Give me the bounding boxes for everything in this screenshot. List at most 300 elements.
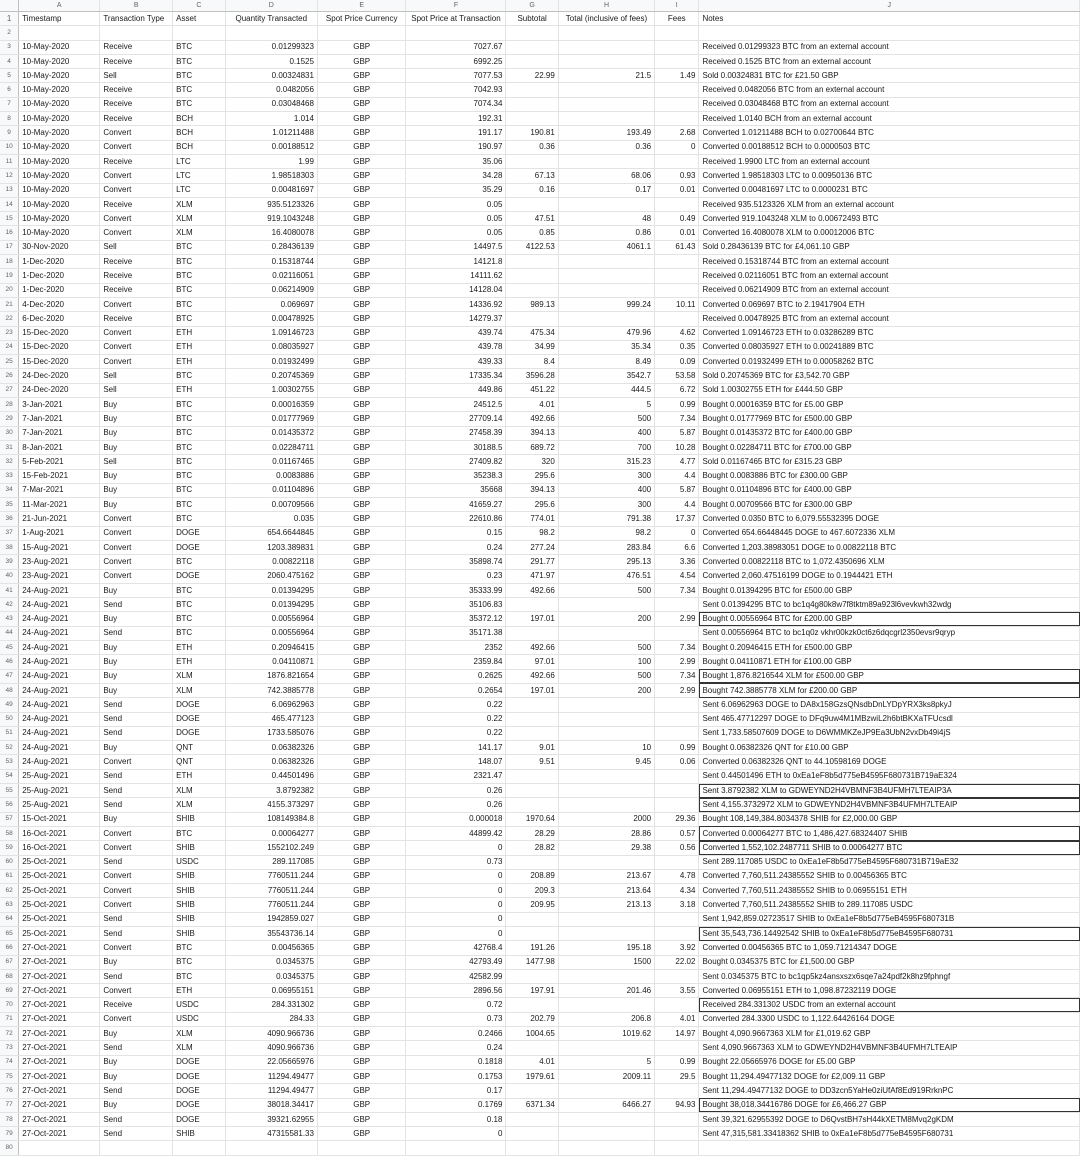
timestamp-cell[interactable]: 24-Dec-2020 [19, 369, 100, 383]
header-cell[interactable]: Transaction Type [100, 12, 173, 26]
currency-cell[interactable]: GBP [317, 83, 406, 97]
quantity-cell[interactable]: 7760511.244 [225, 869, 317, 883]
transaction-type-cell[interactable]: Convert [100, 126, 173, 140]
quantity-cell[interactable]: 0.06382326 [225, 741, 317, 755]
fees-cell[interactable] [655, 769, 699, 783]
fees-cell[interactable]: 0.06 [655, 755, 699, 769]
asset-cell[interactable]: BTC [173, 97, 225, 111]
quantity-cell[interactable]: 0.035 [225, 512, 317, 526]
currency-cell[interactable]: GBP [317, 154, 406, 168]
timestamp-cell[interactable]: 24-Aug-2021 [19, 598, 100, 612]
total-cell[interactable] [558, 855, 654, 869]
timestamp-cell[interactable]: 10-May-2020 [19, 183, 100, 197]
row-number[interactable]: 38 [0, 540, 19, 554]
asset-cell[interactable]: ETH [173, 355, 225, 369]
transaction-type-cell[interactable]: Buy [100, 641, 173, 655]
transaction-type-cell[interactable]: Send [100, 927, 173, 941]
row-number[interactable]: 11 [0, 154, 19, 168]
quantity-cell[interactable]: 0.06214909 [225, 283, 317, 297]
quantity-cell[interactable]: 0.08035927 [225, 340, 317, 354]
asset-cell[interactable]: BTC [173, 240, 225, 254]
quantity-cell[interactable]: 7760511.244 [225, 898, 317, 912]
row-number[interactable]: 61 [0, 869, 19, 883]
currency-cell[interactable]: GBP [317, 40, 406, 54]
timestamp-cell[interactable]: 10-May-2020 [19, 169, 100, 183]
quantity-cell[interactable]: 935.5123326 [225, 197, 317, 211]
spot-price-cell[interactable]: 7027.67 [406, 40, 506, 54]
spot-price-cell[interactable]: 0.72 [406, 998, 506, 1012]
currency-cell[interactable]: GBP [317, 312, 406, 326]
currency-cell[interactable]: GBP [317, 755, 406, 769]
quantity-cell[interactable]: 0.00556964 [225, 612, 317, 626]
asset-cell[interactable]: BTC [173, 455, 225, 469]
spot-price-cell[interactable]: 2321.47 [406, 769, 506, 783]
row-number[interactable]: 3 [0, 40, 19, 54]
subtotal-cell[interactable] [506, 769, 558, 783]
currency-cell[interactable]: GBP [317, 669, 406, 683]
row-number[interactable]: 24 [0, 340, 19, 354]
asset-cell[interactable]: ETH [173, 326, 225, 340]
timestamp-cell[interactable]: 24-Aug-2021 [19, 626, 100, 640]
asset-cell[interactable]: BCH [173, 140, 225, 154]
transaction-type-cell[interactable]: Buy [100, 1098, 173, 1112]
subtotal-cell[interactable]: 492.66 [506, 641, 558, 655]
subtotal-cell[interactable] [506, 598, 558, 612]
timestamp-cell[interactable]: 15-Aug-2021 [19, 540, 100, 554]
fees-cell[interactable] [655, 998, 699, 1012]
notes-cell[interactable]: Sent 1,733.58507609 DOGE to D6WMMKZeJP9Ea3UbN2vxDb49i4jS [699, 726, 1080, 740]
subtotal-cell[interactable] [506, 969, 558, 983]
transaction-type-cell[interactable]: Send [100, 598, 173, 612]
subtotal-cell[interactable]: 291.77 [506, 555, 558, 569]
row-number[interactable]: 50 [0, 712, 19, 726]
spot-price-cell[interactable]: 0.15 [406, 526, 506, 540]
subtotal-cell[interactable]: 28.29 [506, 826, 558, 840]
asset-cell[interactable]: LTC [173, 154, 225, 168]
total-cell[interactable]: 5 [558, 398, 654, 412]
row-number[interactable]: 17 [0, 240, 19, 254]
row-number[interactable]: 34 [0, 483, 19, 497]
notes-cell[interactable]: Bought 108,149,384.8034378 SHIB for £2,000.00 GBP [699, 812, 1080, 826]
asset-cell[interactable]: BTC [173, 412, 225, 426]
subtotal-cell[interactable] [506, 154, 558, 168]
subtotal-cell[interactable]: 98.2 [506, 526, 558, 540]
subtotal-cell[interactable]: 492.66 [506, 583, 558, 597]
fees-cell[interactable] [655, 855, 699, 869]
asset-cell[interactable]: ETH [173, 641, 225, 655]
total-cell[interactable]: 8.49 [558, 355, 654, 369]
quantity-cell[interactable]: 1.00302755 [225, 383, 317, 397]
timestamp-cell[interactable]: 23-Aug-2021 [19, 555, 100, 569]
spot-price-cell[interactable]: 35668 [406, 483, 506, 497]
cell[interactable] [699, 1141, 1080, 1155]
fees-cell[interactable]: 10.28 [655, 440, 699, 454]
spot-price-cell[interactable]: 30188.5 [406, 440, 506, 454]
subtotal-cell[interactable] [506, 712, 558, 726]
asset-cell[interactable]: SHIB [173, 912, 225, 926]
fees-cell[interactable]: 4.78 [655, 869, 699, 883]
notes-cell[interactable]: Sent 4,155.3732972 XLM to GDWEYND2H4VBMNF3B4UFMH7LTEAIP [699, 798, 1080, 812]
transaction-type-cell[interactable]: Send [100, 969, 173, 983]
transaction-type-cell[interactable]: Receive [100, 112, 173, 126]
row-number[interactable]: 2 [0, 26, 19, 40]
timestamp-cell[interactable]: 1-Dec-2020 [19, 269, 100, 283]
fees-cell[interactable]: 61.43 [655, 240, 699, 254]
transaction-type-cell[interactable]: Sell [100, 455, 173, 469]
notes-cell[interactable]: Sent 289.117085 USDC to 0xEa1eF8b5d775eB4595F680731B719aE32 [699, 855, 1080, 869]
total-cell[interactable] [558, 969, 654, 983]
quantity-cell[interactable]: 35543736.14 [225, 927, 317, 941]
notes-cell[interactable]: Bought 4,090.9667363 XLM for £1,019.62 GBP [699, 1027, 1080, 1041]
timestamp-cell[interactable]: 27-Oct-2021 [19, 998, 100, 1012]
notes-cell[interactable]: Bought 11,294.49477132 DOGE for £2,009.11 GBP [699, 1069, 1080, 1083]
row-number[interactable]: 73 [0, 1041, 19, 1055]
row-number[interactable]: 29 [0, 412, 19, 426]
spot-price-cell[interactable]: 148.07 [406, 755, 506, 769]
total-cell[interactable]: 213.64 [558, 884, 654, 898]
total-cell[interactable] [558, 1084, 654, 1098]
column-header-i[interactable]: I [655, 0, 699, 12]
spot-price-cell[interactable]: 0 [406, 869, 506, 883]
currency-cell[interactable]: GBP [317, 240, 406, 254]
notes-cell[interactable]: Bought 0.0083886 BTC for £300.00 GBP [699, 469, 1080, 483]
quantity-cell[interactable]: 6.06962963 [225, 698, 317, 712]
timestamp-cell[interactable]: 15-Oct-2021 [19, 812, 100, 826]
timestamp-cell[interactable]: 6-Dec-2020 [19, 312, 100, 326]
transaction-type-cell[interactable]: Receive [100, 54, 173, 68]
row-number[interactable]: 64 [0, 912, 19, 926]
transaction-type-cell[interactable]: Sell [100, 240, 173, 254]
timestamp-cell[interactable]: 24-Aug-2021 [19, 712, 100, 726]
subtotal-cell[interactable]: 197.91 [506, 984, 558, 998]
spot-price-cell[interactable]: 6992.25 [406, 54, 506, 68]
total-cell[interactable]: 791.38 [558, 512, 654, 526]
subtotal-cell[interactable]: 190.81 [506, 126, 558, 140]
transaction-type-cell[interactable]: Convert [100, 826, 173, 840]
quantity-cell[interactable]: 3.8792382 [225, 784, 317, 798]
transaction-type-cell[interactable]: Convert [100, 569, 173, 583]
subtotal-cell[interactable] [506, 798, 558, 812]
total-cell[interactable]: 213.67 [558, 869, 654, 883]
total-cell[interactable]: 9.45 [558, 755, 654, 769]
asset-cell[interactable]: BTC [173, 469, 225, 483]
spot-price-cell[interactable]: 0.22 [406, 698, 506, 712]
timestamp-cell[interactable]: 27-Oct-2021 [19, 1041, 100, 1055]
asset-cell[interactable]: XLM [173, 212, 225, 226]
timestamp-cell[interactable]: 24-Aug-2021 [19, 683, 100, 697]
subtotal-cell[interactable]: 1979.61 [506, 1069, 558, 1083]
select-all-corner[interactable] [0, 0, 19, 12]
row-number[interactable]: 40 [0, 569, 19, 583]
subtotal-cell[interactable] [506, 927, 558, 941]
subtotal-cell[interactable] [506, 283, 558, 297]
row-number[interactable]: 25 [0, 355, 19, 369]
row-number[interactable]: 60 [0, 855, 19, 869]
notes-cell[interactable]: Converted 919.1043248 XLM to 0.00672493 BTC [699, 212, 1080, 226]
timestamp-cell[interactable]: 10-May-2020 [19, 126, 100, 140]
transaction-type-cell[interactable]: Send [100, 698, 173, 712]
spot-price-cell[interactable]: 0.22 [406, 726, 506, 740]
spot-price-cell[interactable]: 0.73 [406, 855, 506, 869]
fees-cell[interactable]: 5.87 [655, 426, 699, 440]
column-header-g[interactable]: G [506, 0, 558, 12]
subtotal-cell[interactable] [506, 255, 558, 269]
timestamp-cell[interactable]: 24-Aug-2021 [19, 698, 100, 712]
currency-cell[interactable]: GBP [317, 855, 406, 869]
spot-price-cell[interactable]: 0.23 [406, 569, 506, 583]
subtotal-cell[interactable]: 6371.34 [506, 1098, 558, 1112]
column-header-e[interactable]: E [317, 0, 406, 12]
total-cell[interactable] [558, 269, 654, 283]
transaction-type-cell[interactable]: Send [100, 1112, 173, 1126]
currency-cell[interactable]: GBP [317, 683, 406, 697]
transaction-type-cell[interactable]: Receive [100, 312, 173, 326]
total-cell[interactable] [558, 40, 654, 54]
cell[interactable] [558, 26, 654, 40]
transaction-type-cell[interactable]: Convert [100, 941, 173, 955]
asset-cell[interactable]: BTC [173, 969, 225, 983]
fees-cell[interactable] [655, 1112, 699, 1126]
notes-cell[interactable]: Received 0.0482056 BTC from an external account [699, 83, 1080, 97]
transaction-type-cell[interactable]: Convert [100, 140, 173, 154]
column-header-a[interactable]: A [19, 0, 100, 12]
quantity-cell[interactable]: 0.28436139 [225, 240, 317, 254]
spot-price-cell[interactable]: 0.2466 [406, 1027, 506, 1041]
fees-cell[interactable] [655, 784, 699, 798]
currency-cell[interactable]: GBP [317, 712, 406, 726]
header-cell[interactable]: Spot Price at Transaction [406, 12, 506, 26]
fees-cell[interactable]: 29.36 [655, 812, 699, 826]
currency-cell[interactable]: GBP [317, 898, 406, 912]
subtotal-cell[interactable]: 320 [506, 455, 558, 469]
subtotal-cell[interactable] [506, 998, 558, 1012]
transaction-type-cell[interactable]: Send [100, 855, 173, 869]
spot-price-cell[interactable]: 2352 [406, 641, 506, 655]
asset-cell[interactable]: BTC [173, 598, 225, 612]
notes-cell[interactable]: Sold 1.00302755 ETH for £444.50 GBP [699, 383, 1080, 397]
timestamp-cell[interactable]: 27-Oct-2021 [19, 1069, 100, 1083]
asset-cell[interactable]: XLM [173, 226, 225, 240]
quantity-cell[interactable]: 0.00064277 [225, 826, 317, 840]
asset-cell[interactable]: BTC [173, 369, 225, 383]
spot-price-cell[interactable]: 35106.83 [406, 598, 506, 612]
total-cell[interactable] [558, 83, 654, 97]
timestamp-cell[interactable]: 27-Oct-2021 [19, 1055, 100, 1069]
notes-cell[interactable]: Sent 35,543,736.14492542 SHIB to 0xEa1eF8b5d775eB4595F680731 [699, 927, 1080, 941]
asset-cell[interactable]: DOGE [173, 712, 225, 726]
asset-cell[interactable]: ETH [173, 769, 225, 783]
currency-cell[interactable]: GBP [317, 369, 406, 383]
subtotal-cell[interactable]: 34.99 [506, 340, 558, 354]
notes-cell[interactable]: Bought 22.05665976 DOGE for £5.00 GBP [699, 1055, 1080, 1069]
subtotal-cell[interactable]: 28.82 [506, 841, 558, 855]
fees-cell[interactable]: 0 [655, 526, 699, 540]
spot-price-cell[interactable]: 0.26 [406, 798, 506, 812]
asset-cell[interactable]: XLM [173, 683, 225, 697]
subtotal-cell[interactable]: 475.34 [506, 326, 558, 340]
spot-price-cell[interactable]: 0 [406, 927, 506, 941]
notes-cell[interactable]: Converted 1.09146723 ETH to 0.03286289 BTC [699, 326, 1080, 340]
fees-cell[interactable]: 0.99 [655, 398, 699, 412]
fees-cell[interactable]: 4.34 [655, 884, 699, 898]
fees-cell[interactable]: 3.18 [655, 898, 699, 912]
subtotal-cell[interactable] [506, 83, 558, 97]
column-header-j[interactable]: J [699, 0, 1080, 12]
spot-price-cell[interactable]: 449.86 [406, 383, 506, 397]
fees-cell[interactable]: 0.01 [655, 183, 699, 197]
notes-cell[interactable]: Converted 7,760,511.24385552 SHIB to 0.00456365 BTC [699, 869, 1080, 883]
currency-cell[interactable]: GBP [317, 984, 406, 998]
transaction-type-cell[interactable]: Buy [100, 398, 173, 412]
asset-cell[interactable]: SHIB [173, 812, 225, 826]
row-number[interactable]: 30 [0, 426, 19, 440]
timestamp-cell[interactable]: 27-Oct-2021 [19, 1112, 100, 1126]
header-cell[interactable]: Notes [699, 12, 1080, 26]
total-cell[interactable]: 0.36 [558, 140, 654, 154]
spot-price-cell[interactable]: 42582.99 [406, 969, 506, 983]
timestamp-cell[interactable]: 24-Aug-2021 [19, 726, 100, 740]
total-cell[interactable]: 100 [558, 655, 654, 669]
quantity-cell[interactable]: 742.3885778 [225, 683, 317, 697]
asset-cell[interactable]: DOGE [173, 1098, 225, 1112]
notes-cell[interactable]: Converted 654.66448445 DOGE to 467.6072336 XLM [699, 526, 1080, 540]
timestamp-cell[interactable]: 10-May-2020 [19, 154, 100, 168]
asset-cell[interactable]: DOGE [173, 1069, 225, 1083]
spot-price-cell[interactable]: 0.26 [406, 784, 506, 798]
transaction-type-cell[interactable]: Buy [100, 412, 173, 426]
row-number[interactable]: 28 [0, 398, 19, 412]
fees-cell[interactable]: 0 [655, 140, 699, 154]
notes-cell[interactable]: Sold 0.28436139 BTC for £4,061.10 GBP [699, 240, 1080, 254]
transaction-type-cell[interactable]: Sell [100, 69, 173, 83]
currency-cell[interactable]: GBP [317, 69, 406, 83]
subtotal-cell[interactable]: 22.99 [506, 69, 558, 83]
transaction-type-cell[interactable]: Receive [100, 40, 173, 54]
subtotal-cell[interactable]: 47.51 [506, 212, 558, 226]
fees-cell[interactable] [655, 97, 699, 111]
fees-cell[interactable] [655, 1041, 699, 1055]
spot-price-cell[interactable]: 0.000018 [406, 812, 506, 826]
transaction-type-cell[interactable]: Receive [100, 197, 173, 211]
fees-cell[interactable] [655, 54, 699, 68]
row-number[interactable]: 53 [0, 755, 19, 769]
row-number[interactable]: 75 [0, 1069, 19, 1083]
timestamp-cell[interactable]: 7-Jan-2021 [19, 412, 100, 426]
fees-cell[interactable]: 2.68 [655, 126, 699, 140]
asset-cell[interactable]: USDC [173, 1012, 225, 1026]
quantity-cell[interactable]: 654.6644845 [225, 526, 317, 540]
spot-price-cell[interactable]: 35171.38 [406, 626, 506, 640]
total-cell[interactable] [558, 784, 654, 798]
quantity-cell[interactable]: 1876.821654 [225, 669, 317, 683]
quantity-cell[interactable]: 0.069697 [225, 297, 317, 311]
row-number[interactable]: 76 [0, 1084, 19, 1098]
currency-cell[interactable]: GBP [317, 1098, 406, 1112]
row-number[interactable]: 41 [0, 583, 19, 597]
notes-cell[interactable]: Converted 0.00481697 LTC to 0.0000231 BTC [699, 183, 1080, 197]
subtotal-cell[interactable] [506, 626, 558, 640]
total-cell[interactable]: 1500 [558, 955, 654, 969]
timestamp-cell[interactable]: 27-Oct-2021 [19, 1027, 100, 1041]
spot-price-cell[interactable]: 0.1753 [406, 1069, 506, 1083]
currency-cell[interactable]: GBP [317, 269, 406, 283]
asset-cell[interactable]: BTC [173, 612, 225, 626]
currency-cell[interactable]: GBP [317, 526, 406, 540]
cell[interactable] [406, 1141, 506, 1155]
spot-price-cell[interactable]: 0.1769 [406, 1098, 506, 1112]
timestamp-cell[interactable]: 25-Oct-2021 [19, 884, 100, 898]
transaction-type-cell[interactable]: Buy [100, 483, 173, 497]
currency-cell[interactable]: GBP [317, 1041, 406, 1055]
transaction-type-cell[interactable]: Buy [100, 1055, 173, 1069]
notes-cell[interactable]: Bought 0.01777969 BTC for £500.00 GBP [699, 412, 1080, 426]
row-number[interactable]: 54 [0, 769, 19, 783]
spot-price-cell[interactable]: 0.2654 [406, 683, 506, 697]
fees-cell[interactable]: 0.09 [655, 355, 699, 369]
notes-cell[interactable]: Sold 0.20745369 BTC for £3,542.70 GBP [699, 369, 1080, 383]
subtotal-cell[interactable]: 197.01 [506, 612, 558, 626]
row-number[interactable]: 56 [0, 798, 19, 812]
timestamp-cell[interactable]: 27-Oct-2021 [19, 969, 100, 983]
quantity-cell[interactable]: 0.0083886 [225, 469, 317, 483]
timestamp-cell[interactable]: 27-Oct-2021 [19, 1098, 100, 1112]
notes-cell[interactable]: Bought 0.20946415 ETH for £500.00 GBP [699, 641, 1080, 655]
row-number[interactable]: 18 [0, 255, 19, 269]
header-cell[interactable]: Spot Price Currency [317, 12, 406, 26]
subtotal-cell[interactable]: 1477.98 [506, 955, 558, 969]
cell[interactable] [100, 1141, 173, 1155]
timestamp-cell[interactable]: 25-Aug-2021 [19, 784, 100, 798]
subtotal-cell[interactable]: 9.01 [506, 741, 558, 755]
timestamp-cell[interactable]: 1-Dec-2020 [19, 255, 100, 269]
asset-cell[interactable]: BTC [173, 498, 225, 512]
asset-cell[interactable]: QNT [173, 741, 225, 755]
currency-cell[interactable]: GBP [317, 169, 406, 183]
asset-cell[interactable]: ETH [173, 340, 225, 354]
row-number[interactable]: 39 [0, 555, 19, 569]
quantity-cell[interactable]: 22.05665976 [225, 1055, 317, 1069]
subtotal-cell[interactable] [506, 40, 558, 54]
transaction-type-cell[interactable]: Convert [100, 898, 173, 912]
column-header-b[interactable]: B [100, 0, 173, 12]
notes-cell[interactable]: Converted 16.4080078 XLM to 0.00012006 BTC [699, 226, 1080, 240]
currency-cell[interactable]: GBP [317, 455, 406, 469]
quantity-cell[interactable]: 11294.49477 [225, 1084, 317, 1098]
total-cell[interactable] [558, 1112, 654, 1126]
transaction-type-cell[interactable]: Send [100, 784, 173, 798]
timestamp-cell[interactable]: 15-Dec-2020 [19, 355, 100, 369]
asset-cell[interactable]: BTC [173, 83, 225, 97]
currency-cell[interactable]: GBP [317, 340, 406, 354]
row-number[interactable]: 62 [0, 884, 19, 898]
spot-price-cell[interactable]: 2359.84 [406, 655, 506, 669]
notes-cell[interactable]: Received 1.0140 BCH from an external account [699, 112, 1080, 126]
total-cell[interactable]: 3542.7 [558, 369, 654, 383]
header-cell[interactable]: Fees [655, 12, 699, 26]
currency-cell[interactable]: GBP [317, 927, 406, 941]
notes-cell[interactable]: Sent 39,321.62955392 DOGE to D6QvstBH7sH44kXETM8Mvq2gKDM [699, 1112, 1080, 1126]
transaction-type-cell[interactable]: Convert [100, 212, 173, 226]
row-number[interactable]: 69 [0, 984, 19, 998]
currency-cell[interactable]: GBP [317, 812, 406, 826]
row-number[interactable]: 13 [0, 183, 19, 197]
total-cell[interactable]: 68.06 [558, 169, 654, 183]
total-cell[interactable]: 98.2 [558, 526, 654, 540]
total-cell[interactable]: 400 [558, 426, 654, 440]
transaction-type-cell[interactable]: Buy [100, 812, 173, 826]
currency-cell[interactable]: GBP [317, 126, 406, 140]
asset-cell[interactable]: LTC [173, 169, 225, 183]
